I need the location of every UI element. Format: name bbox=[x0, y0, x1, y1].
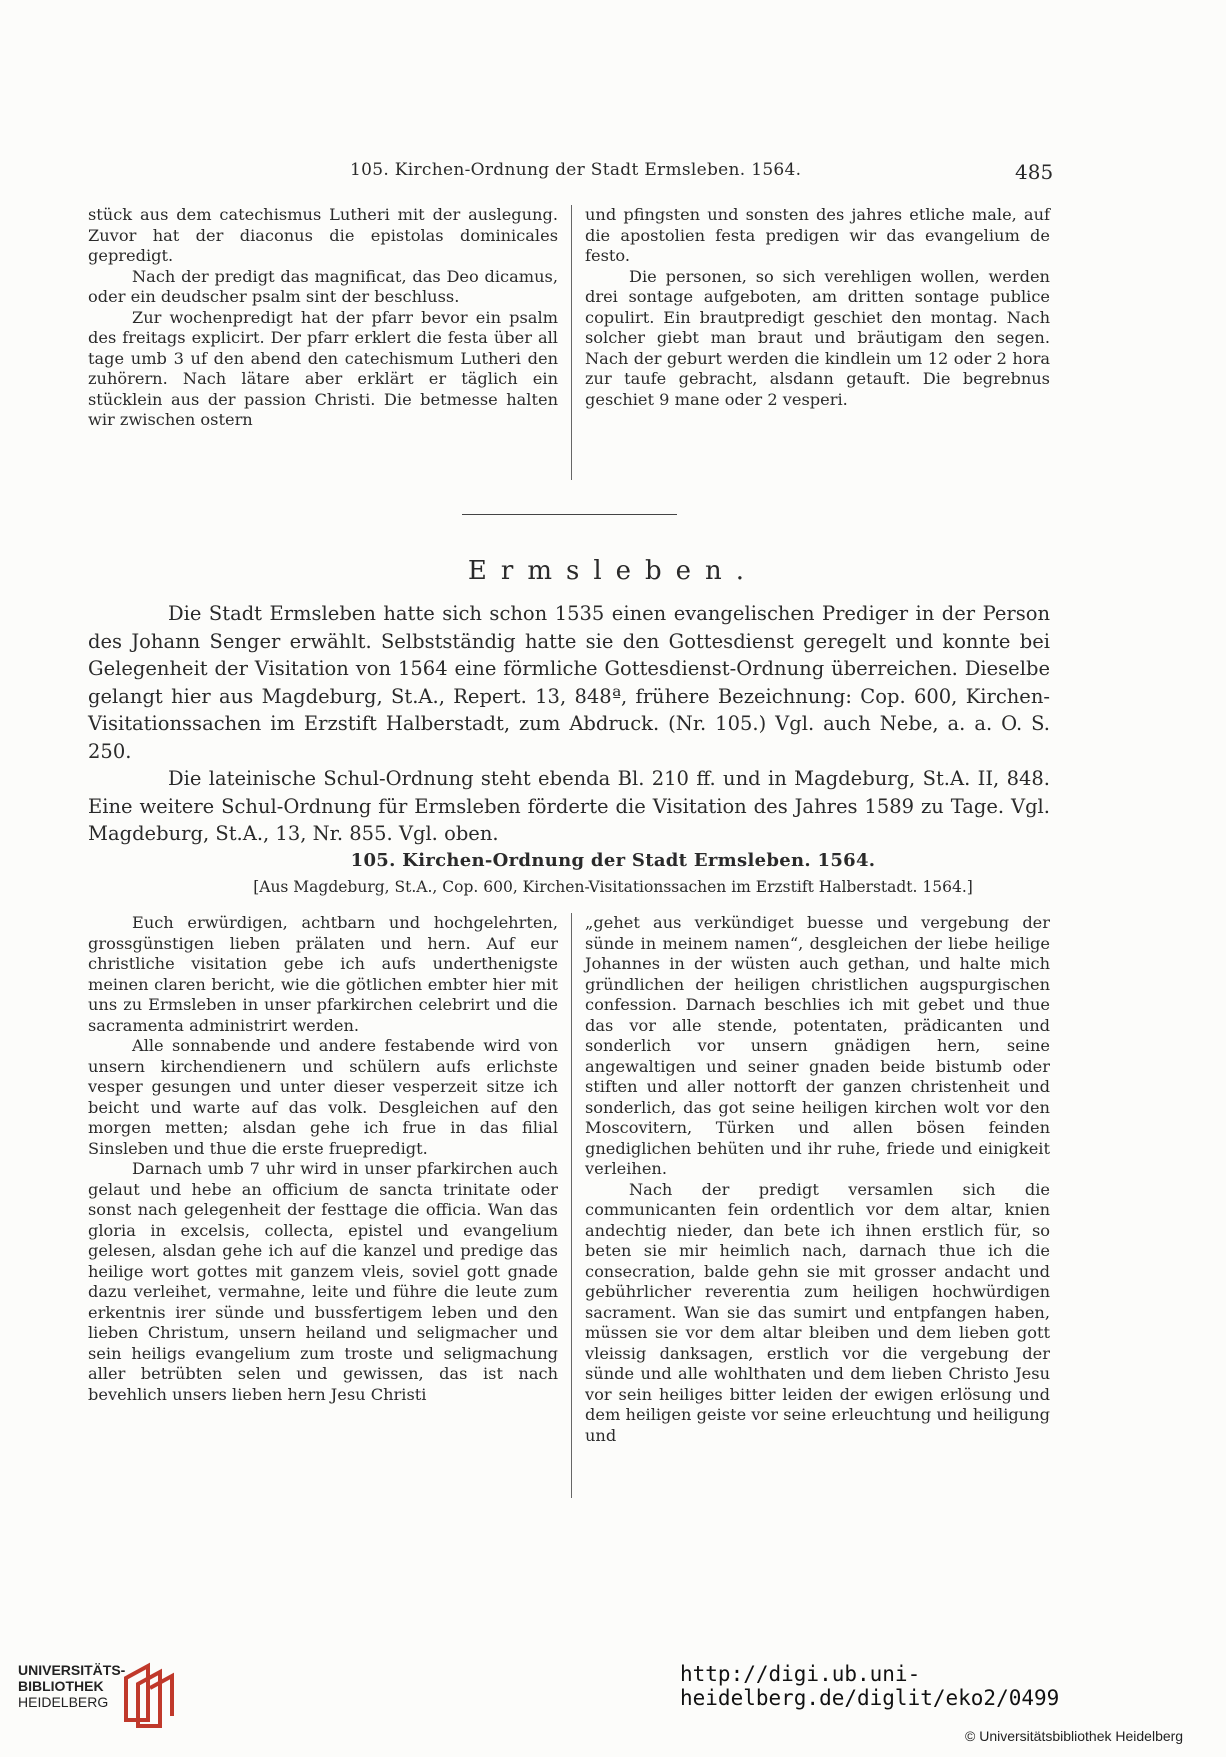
paragraph: „gehet aus verkündiget buesse und vergebung der sünde in meinem namen“, desgleichen der liebe heilige Johannes in der wüsten auch gethan, und halte mich gründlichen der heiligen christlichen augspurgischen confession. Darnach beschlies ich mit gebet und thue das vor alle stende, potentaten, prädicanten und sonderlich vor unsern gnädigen hern, seine angewaltigen und seiner gnaden beide bistumb oder stiften und aller nottorft der ganzen christenheit und sonderlich, das got seine heiligen kirchen wolt vor den Moscovitern, Türken und allen bösen feinden gnediglichen behüten und ihr ruhe, friede und einigkeit verleihen. bbox=[585, 913, 1050, 1178]
ordinance-source: [Aus Magdeburg, St.A., Cop. 600, Kirchen-Visitationssachen im Erzstift Halberstadt. 1564.] bbox=[253, 878, 973, 896]
paragraph: Alle sonnabende und andere festabende wird von unsern kirchendienern und schülern aufs erlichste vesper gesungen und unter dieser vesperzeit sitze ich beicht und warte auf das volk. Desgleichen auf den morgen metten; alsdan gehe ich frue in das filial Sinsleben und thue die erste fruepredigt. bbox=[88, 1036, 558, 1158]
bottom-left-column bbox=[88, 913, 558, 1405]
column-divider bbox=[571, 913, 572, 1498]
ordinance-title: 105. Kirchen-Ordnung der Stadt Ermsleben. 1564. bbox=[350, 850, 876, 871]
logo-line: BIBLIOTHEK bbox=[18, 1678, 104, 1694]
library-logo[interactable] bbox=[18, 1656, 248, 1746]
logo-text bbox=[18, 1662, 125, 1710]
section-separator bbox=[462, 514, 677, 515]
intro-paragraph: Die lateinische Schul-Ordnung steht ebenda Bl. 210 ff. und in Magdeburg, St.A. II, 848. Eine weitere Schul-Ordnung für Ermsleben förderte die Visitation des Jahres 1589 zu Tage. Vgl. Magdeburg, St.A., 13, Nr. 855. Vgl. oben. bbox=[88, 767, 1050, 845]
paragraph: Nach der predigt das magnificat, das Deo dicamus, oder ein deudscher psalm sint der beschluss. bbox=[88, 266, 558, 306]
logo-line: UNIVERSITÄTS- bbox=[18, 1662, 126, 1678]
library-emblem-icon bbox=[120, 1658, 180, 1728]
paragraph: und pfingsten und sonsten des jahres etliche male, auf die apostolien festa predigen wir das evangelium de festo. bbox=[585, 205, 1050, 265]
copyright-notice: © Universitätsbibliothek Heidelberg bbox=[965, 1728, 1184, 1744]
paragraph: Darnach umb 7 uhr wird in unser pfarkirchen auch gelaut und hebe an officium de sancta trinitate oder sonst nach gelegenheit der festtage die officia. Wan das gloria in excelsis, collecta, epistel und evangelium gelesen, alsdan gehe ich auf die kanzel und predige das heilige wort gottes mit ganzem vleis, soviel gott gnade dazu verleihet, vermahne, leite und führe die leute zum erkentnis irer sünde und bussfertigem leben und den lieben Christum, unsern heiland und seligmacher und sein heiligs evangelium zum troste und seligmachung aller betrübten selen und gewissen, das ist nach bevehlich unsers lieben hern Jesu Christi bbox=[88, 1159, 558, 1404]
section-heading: Ermsleben. bbox=[467, 556, 759, 586]
permalink-url[interactable]: http://digi.ub.uni-heidelberg.de/diglit/eko2/0499 bbox=[680, 1662, 1060, 1710]
column-divider bbox=[571, 205, 572, 480]
page-number: 485 bbox=[1015, 160, 1054, 184]
intro-paragraph: Die Stadt Ermsleben hatte sich schon 1535 einen evangelischen Prediger in der Person des Johann Senger erwählt. Selbstständig hatte sie den Gottesdienst geregelt und konnte bei Gelegenheit der Visitation von 1564 eine förmliche Gottesdienst-Ordnung überreichen. Dieselbe gelangt hier aus Magdeburg, St.A., Repert. 13, 848ª, frühere Bezeichnung: Cop. 600, Kirchen-Visitationssachen im Erzstift Halberstadt, zum Abdruck. (Nr. 105.) Vgl. auch Nebe, a. a. O. S. 250. bbox=[88, 602, 1050, 763]
paragraph: Die personen, so sich verehligen wollen, werden drei sontage aufgeboten, am dritten sontage publice copulirt. Ein brautpredigt geschiet den montag. Nach solcher giebt man braut und bräutigam den segen. Nach der geburt werden die kindlein um 12 oder 2 hora zur taufe gebracht, alsdann getauft. Die begrebnus geschiet 9 mane oder 2 vesperi. bbox=[585, 266, 1050, 409]
top-left-column bbox=[88, 205, 558, 431]
logo-line: HEIDELBERG bbox=[18, 1694, 109, 1710]
paragraph: stück aus dem catechismus Lutheri mit der auslegung. Zuvor hat der diaconus die epistolas dominicales gepredigt. bbox=[88, 205, 558, 265]
section-intro bbox=[88, 600, 1050, 848]
paragraph: Euch erwürdigen, achtbarn und hochgelehrten, grossgünstigen lieben prälaten und hern. Auf eur christliche visitation gebe ich aufs underthenigste meinen claren bericht, wie die götlichen embter hier mit uns zu Ermsleben in unser pfarkirchen celebrirt und die sacramenta administrirt werden. bbox=[88, 913, 558, 1035]
bottom-right-column bbox=[585, 913, 1050, 1446]
paragraph: Zur wochenpredigt hat der pfarr bevor ein psalm des freitags explicirt. Der pfarr erklert die festa über all tage umb 3 uf den abend den catechismum Lutheri den zuhörern. Nach lätare aber erklärt er täglich ein stücklein aus der passion Christi. Die betmesse halten wir zwischen ostern bbox=[88, 307, 558, 429]
top-right-column bbox=[585, 205, 1050, 410]
running-head: 105. Kirchen-Ordnung der Stadt Ermsleben. 1564. bbox=[350, 160, 802, 180]
paragraph: Nach der predigt versamlen sich die communicanten fein ordentlich vor dem altar, knien andechtig nieder, dan bete ich ihnen erstlich für, so beten sie mir heimlich nach, darnach thue ich die consecration, balde gehn sie mit grosser andacht und gebührlicher reverentia zum heiligen hochwürdigen sacrament. Wan sie das sumirt und entpfangen haben, müssen sie vor dem altar bleiben und dem lieben gott vleissig danksagen, erstlich vor die vergebung der sünde und alle wohlthaten und dem lieben Christo Jesu vor sein heiliges bitter leiden der ewigen erlösung und dem heiligen geiste vor seine erleuchtung und heiligung und bbox=[585, 1179, 1050, 1445]
